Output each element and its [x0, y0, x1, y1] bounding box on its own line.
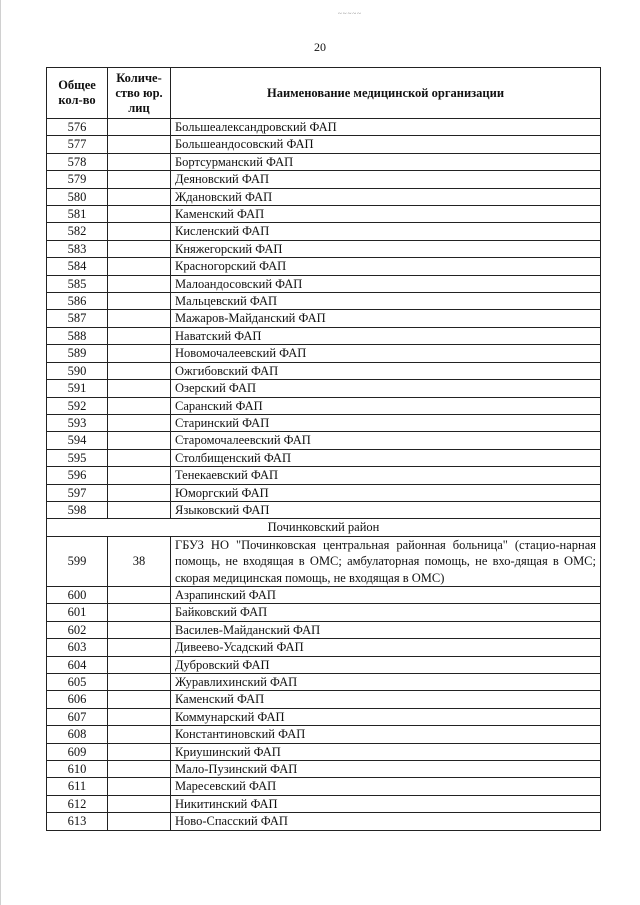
row-count — [108, 432, 171, 449]
table-row — [47, 761, 601, 778]
registry-table — [46, 67, 601, 831]
table-row — [47, 327, 601, 344]
row-name: Мальцевский ФАП — [171, 293, 601, 310]
row-count — [108, 380, 171, 397]
row-number: 604 — [47, 656, 108, 673]
row-name: Константиновский ФАП — [171, 726, 601, 743]
table-row — [47, 726, 601, 743]
hospital-row — [47, 536, 601, 586]
row-number: 608 — [47, 726, 108, 743]
table-row — [47, 795, 601, 812]
table-row — [47, 310, 601, 327]
row-count — [108, 501, 171, 518]
row-number: 591 — [47, 380, 108, 397]
row-name: Мало-Пузинский ФАП — [171, 761, 601, 778]
row-name: Большеалександровский ФАП — [171, 119, 601, 136]
row-number: 610 — [47, 761, 108, 778]
row-number: 595 — [47, 449, 108, 466]
row-count — [108, 119, 171, 136]
row-name: Мажаров-Майданский ФАП — [171, 310, 601, 327]
row-count — [108, 362, 171, 379]
row-number: 590 — [47, 362, 108, 379]
row-number: 598 — [47, 501, 108, 518]
row-count — [108, 240, 171, 257]
row-name: Бортсурманский ФАП — [171, 153, 601, 170]
row-number: 589 — [47, 345, 108, 362]
header-name: Наименование медицинской организации — [171, 68, 601, 119]
table-row — [47, 171, 601, 188]
scan-edge — [0, 0, 1, 905]
table-header-row — [47, 68, 601, 119]
row-count — [108, 484, 171, 501]
row-name: Деяновский ФАП — [171, 171, 601, 188]
district-title: Починковский район — [47, 519, 601, 536]
row-count — [108, 397, 171, 414]
row-name: Байковский ФАП — [171, 604, 601, 621]
row-count — [108, 293, 171, 310]
table-row — [47, 119, 601, 136]
row-count — [108, 223, 171, 240]
row-count — [108, 726, 171, 743]
table-row — [47, 501, 601, 518]
row-number: 601 — [47, 604, 108, 621]
row-count — [108, 813, 171, 830]
table-row — [47, 345, 601, 362]
hospital-name: ГБУЗ НО "Починковская центральная районная больница" (стацио-нарная помощь, не входящая в ОМС; амбулаторная помощь, не вхо-дящая в ОМС; скорая медицинская помощь, не входящая в ОМС) — [171, 536, 601, 586]
row-number: 580 — [47, 188, 108, 205]
row-count — [108, 778, 171, 795]
row-count — [108, 708, 171, 725]
row-count — [108, 136, 171, 153]
table-row — [47, 240, 601, 257]
row-count — [108, 449, 171, 466]
table-row — [47, 708, 601, 725]
row-number: 612 — [47, 795, 108, 812]
header-count: Количе-ство юр. лиц — [108, 68, 171, 119]
row-count — [108, 258, 171, 275]
row-number: 603 — [47, 639, 108, 656]
row-number: 594 — [47, 432, 108, 449]
row-number: 593 — [47, 414, 108, 431]
row-name: Каменский ФАП — [171, 206, 601, 223]
row-number: 583 — [47, 240, 108, 257]
row-count — [108, 674, 171, 691]
row-count — [108, 345, 171, 362]
row-number: 596 — [47, 467, 108, 484]
row-count — [108, 656, 171, 673]
row-number: 613 — [47, 813, 108, 830]
table-row — [47, 188, 601, 205]
row-name: Криушинский ФАП — [171, 743, 601, 760]
table-row — [47, 380, 601, 397]
table-row — [47, 674, 601, 691]
row-number: 609 — [47, 743, 108, 760]
table-row — [47, 691, 601, 708]
scan-mark: ~~~~~ — [338, 10, 362, 18]
hospital-num: 599 — [47, 536, 108, 586]
rows-group-a — [47, 119, 601, 519]
table-row — [47, 275, 601, 292]
row-name: Наватский ФАП — [171, 327, 601, 344]
row-count — [108, 153, 171, 170]
row-number: 585 — [47, 275, 108, 292]
row-number: 586 — [47, 293, 108, 310]
table-row — [47, 586, 601, 603]
row-name: Кисленский ФАП — [171, 223, 601, 240]
row-number: 611 — [47, 778, 108, 795]
row-number: 581 — [47, 206, 108, 223]
row-count — [108, 275, 171, 292]
row-number: 597 — [47, 484, 108, 501]
row-count — [108, 795, 171, 812]
hospital-count: 38 — [108, 536, 171, 586]
row-count — [108, 171, 171, 188]
page-number: 20 — [314, 40, 326, 54]
table-row — [47, 206, 601, 223]
table-row — [47, 432, 601, 449]
table-row — [47, 136, 601, 153]
row-name: Никитинский ФАП — [171, 795, 601, 812]
row-number: 584 — [47, 258, 108, 275]
rows-group-b — [47, 586, 601, 830]
row-count — [108, 206, 171, 223]
row-count — [108, 639, 171, 656]
row-name: Старомочалеевский ФАП — [171, 432, 601, 449]
row-number: 605 — [47, 674, 108, 691]
table-row — [47, 656, 601, 673]
table-row — [47, 604, 601, 621]
table-row — [47, 621, 601, 638]
district-group — [47, 519, 601, 587]
row-number: 592 — [47, 397, 108, 414]
table-row — [47, 484, 601, 501]
row-count — [108, 743, 171, 760]
table-row — [47, 813, 601, 830]
row-number: 577 — [47, 136, 108, 153]
row-count — [108, 310, 171, 327]
row-name: Дивеево-Усадский ФАП — [171, 639, 601, 656]
table-row — [47, 258, 601, 275]
row-name: Каменский ФАП — [171, 691, 601, 708]
row-number: 607 — [47, 708, 108, 725]
row-name: Языковский ФАП — [171, 501, 601, 518]
row-number: 606 — [47, 691, 108, 708]
row-count — [108, 414, 171, 431]
row-number: 578 — [47, 153, 108, 170]
row-count — [108, 586, 171, 603]
row-number: 600 — [47, 586, 108, 603]
row-name: Азрапинский ФАП — [171, 586, 601, 603]
row-count — [108, 327, 171, 344]
row-name: Тенекаевский ФАП — [171, 467, 601, 484]
row-name: Малоандосовский ФАП — [171, 275, 601, 292]
row-number: 587 — [47, 310, 108, 327]
row-number: 582 — [47, 223, 108, 240]
row-count — [108, 621, 171, 638]
row-count — [108, 467, 171, 484]
row-count — [108, 604, 171, 621]
row-number: 602 — [47, 621, 108, 638]
row-number: 579 — [47, 171, 108, 188]
row-name: Василев-Майданский ФАП — [171, 621, 601, 638]
row-name: Ново-Спасский ФАП — [171, 813, 601, 830]
table-row — [47, 467, 601, 484]
district-row — [47, 519, 601, 536]
row-name: Юморгский ФАП — [171, 484, 601, 501]
table-row — [47, 397, 601, 414]
row-name: Красногорский ФАП — [171, 258, 601, 275]
table-row — [47, 639, 601, 656]
table-row — [47, 153, 601, 170]
table-row — [47, 743, 601, 760]
row-count — [108, 761, 171, 778]
row-name: Столбищенский ФАП — [171, 449, 601, 466]
row-number: 588 — [47, 327, 108, 344]
row-name: Княжегорский ФАП — [171, 240, 601, 257]
row-name: Маресевский ФАП — [171, 778, 601, 795]
row-name: Ждановский ФАП — [171, 188, 601, 205]
row-name: Коммунарский ФАП — [171, 708, 601, 725]
row-name: Ожгибовский ФАП — [171, 362, 601, 379]
row-name: Новомочалеевский ФАП — [171, 345, 601, 362]
row-name: Старинский ФАП — [171, 414, 601, 431]
table-row — [47, 293, 601, 310]
table-row — [47, 362, 601, 379]
row-name: Озерский ФАП — [171, 380, 601, 397]
row-name: Журавлихинский ФАП — [171, 674, 601, 691]
header-total: Общее кол-во — [47, 68, 108, 119]
table-row — [47, 449, 601, 466]
row-name: Большеандосовский ФАП — [171, 136, 601, 153]
table-row — [47, 778, 601, 795]
row-name: Саранский ФАП — [171, 397, 601, 414]
row-count — [108, 188, 171, 205]
row-number: 576 — [47, 119, 108, 136]
table-row — [47, 223, 601, 240]
row-count — [108, 691, 171, 708]
table-row — [47, 414, 601, 431]
row-name: Дубровский ФАП — [171, 656, 601, 673]
